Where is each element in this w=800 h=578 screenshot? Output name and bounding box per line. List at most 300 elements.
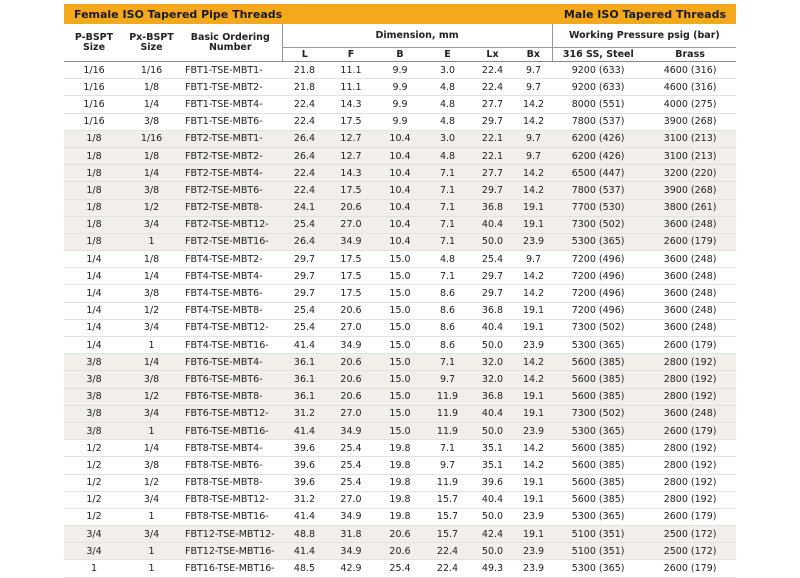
cell-pressure-brass: 2600 (179) [644,233,736,250]
cell-pxbspt: 1/2 [124,388,179,405]
table-row [64,233,736,250]
cell-ordering-number: FBT4-TSE-MBT6- [179,285,282,302]
cell-dim-F: 27.0 [327,319,375,336]
cell-dim-E: 8.6 [425,285,470,302]
cell-pressure-ss: 5100 (351) [552,526,644,543]
cell-pressure-ss: 7300 (502) [552,319,644,336]
cell-dim-Lx: 42.4 [470,526,515,543]
table-row [64,491,736,508]
cell-dim-L: 31.2 [282,405,327,422]
table-body [64,62,736,578]
cell-dim-F: 20.6 [327,388,375,405]
cell-dim-E: 4.8 [425,79,470,96]
cell-dim-F: 27.0 [327,216,375,233]
cell-dim-F: 17.5 [327,268,375,285]
cell-pxbspt: 1 [124,543,179,560]
cell-dim-Bx: 9.7 [515,130,552,147]
cell-dim-E: 4.8 [425,251,470,268]
cell-dim-F: 12.7 [327,147,375,164]
dimensions-table [64,24,736,578]
cell-dim-Bx: 9.7 [515,62,552,79]
cell-pxbspt: 1 [124,508,179,525]
cell-ordering-number: FBT2-TSE-MBT12- [179,216,282,233]
cell-dim-Bx: 23.9 [515,508,552,525]
cell-pbspt: 1/16 [64,113,124,130]
cell-pressure-ss: 5600 (385) [552,457,644,474]
cell-pbspt: 1/4 [64,268,124,285]
cell-ordering-number: FBT1-TSE-MBT1- [179,62,282,79]
col-brass-header: Brass [644,48,736,62]
cell-dim-F: 25.4 [327,457,375,474]
cell-dim-F: 17.5 [327,113,375,130]
table-row [64,199,736,216]
cell-dim-Lx: 50.0 [470,543,515,560]
cell-dim-Lx: 22.4 [470,79,515,96]
cell-dim-Bx: 23.9 [515,422,552,439]
working-pressure-header: Working Pressure psig (bar) [552,24,736,48]
cell-dim-B: 19.8 [375,474,425,491]
cell-dim-L: 41.4 [282,543,327,560]
cell-dim-F: 20.6 [327,371,375,388]
cell-ordering-number: FBT6-TSE-MBT4- [179,354,282,371]
cell-pressure-ss: 5300 (365) [552,422,644,439]
cell-pressure-ss: 5600 (385) [552,491,644,508]
cell-dim-Bx: 19.1 [515,405,552,422]
cell-pbspt: 1/16 [64,62,124,79]
cell-pxbspt: 1/4 [124,268,179,285]
cell-dim-L: 21.8 [282,79,327,96]
cell-dim-Bx: 14.2 [515,354,552,371]
cell-pressure-ss: 7200 (496) [552,268,644,285]
cell-dim-Bx: 9.7 [515,147,552,164]
cell-pbspt: 1/16 [64,96,124,113]
cell-dim-F: 20.6 [327,199,375,216]
cell-dim-Bx: 23.9 [515,543,552,560]
col-E-header: E [425,48,470,62]
cell-dim-Bx: 23.9 [515,233,552,250]
cell-pxbspt: 1/4 [124,354,179,371]
cell-dim-E: 7.1 [425,182,470,199]
cell-ordering-number: FBT4-TSE-MBT4- [179,268,282,285]
cell-pressure-brass: 2800 (192) [644,440,736,457]
cell-pressure-ss: 9200 (633) [552,62,644,79]
cell-dim-Bx: 19.1 [515,474,552,491]
cell-pressure-brass: 3100 (213) [644,147,736,164]
cell-pxbspt: 1/8 [124,79,179,96]
cell-pressure-brass: 4600 (316) [644,62,736,79]
cell-dim-L: 25.4 [282,302,327,319]
cell-dim-L: 26.4 [282,233,327,250]
cell-dim-Bx: 14.2 [515,182,552,199]
cell-dim-B: 10.4 [375,233,425,250]
cell-dim-Bx: 23.9 [515,337,552,354]
cell-dim-B: 15.0 [375,285,425,302]
cell-dim-Lx: 35.1 [470,440,515,457]
cell-pressure-ss: 9200 (633) [552,79,644,96]
cell-pressure-ss: 8000 (551) [552,96,644,113]
col-Lx-header: Lx [470,48,515,62]
cell-ordering-number: FBT1-TSE-MBT6- [179,113,282,130]
cell-dim-F: 31.8 [327,526,375,543]
cell-pxbspt: 1 [124,233,179,250]
cell-dim-B: 15.0 [375,251,425,268]
cell-pxbspt: 3/4 [124,491,179,508]
cell-pressure-brass: 4000 (275) [644,96,736,113]
cell-pxbspt: 3/8 [124,113,179,130]
cell-dim-L: 39.6 [282,440,327,457]
table-row [64,302,736,319]
cell-pxbspt: 1 [124,337,179,354]
cell-dim-E: 15.7 [425,508,470,525]
table-row [64,354,736,371]
table-row [64,457,736,474]
cell-dim-E: 15.7 [425,491,470,508]
cell-pbspt: 1 [64,560,124,577]
cell-pbspt: 1/8 [64,199,124,216]
cell-ordering-number: FBT12-TSE-MBT16- [179,543,282,560]
cell-ordering-number: FBT1-TSE-MBT4- [179,96,282,113]
cell-dim-B: 10.4 [375,182,425,199]
male-threads-title: Male ISO Tapered Threads [563,7,726,21]
cell-pressure-ss: 6200 (426) [552,130,644,147]
cell-pressure-brass: 3900 (268) [644,182,736,199]
cell-dim-E: 11.9 [425,422,470,439]
cell-dim-F: 14.3 [327,96,375,113]
cell-dim-E: 3.0 [425,130,470,147]
table-row [64,285,736,302]
cell-dim-Lx: 36.8 [470,302,515,319]
cell-dim-Bx: 19.1 [515,319,552,336]
cell-dim-B: 15.0 [375,302,425,319]
cell-dim-E: 22.4 [425,543,470,560]
cell-ordering-number: FBT2-TSE-MBT1- [179,130,282,147]
cell-dim-B: 9.9 [375,62,425,79]
table-row [64,268,736,285]
cell-dim-F: 27.0 [327,491,375,508]
table-row [64,251,736,268]
table-row [64,508,736,525]
cell-pressure-brass: 3200 (220) [644,165,736,182]
cell-ordering-number: FBT8-TSE-MBT12- [179,491,282,508]
col-L-header: L [282,48,327,62]
cell-dim-B: 15.0 [375,337,425,354]
cell-ordering-number: FBT8-TSE-MBT16- [179,508,282,525]
table-row [64,560,736,577]
cell-dim-Lx: 32.0 [470,354,515,371]
cell-pxbspt: 3/4 [124,216,179,233]
cell-dim-Lx: 36.8 [470,199,515,216]
cell-dim-L: 39.6 [282,474,327,491]
cell-pressure-ss: 7800 (537) [552,113,644,130]
cell-pressure-ss: 5600 (385) [552,474,644,491]
cell-dim-E: 7.1 [425,216,470,233]
cell-pressure-brass: 2800 (192) [644,371,736,388]
cell-pxbspt: 3/8 [124,285,179,302]
cell-pbspt: 3/4 [64,543,124,560]
cell-pbspt: 1/4 [64,319,124,336]
cell-pressure-brass: 4600 (316) [644,79,736,96]
cell-ordering-number: FBT2-TSE-MBT16- [179,233,282,250]
cell-dim-Lx: 32.0 [470,371,515,388]
cell-dim-B: 15.0 [375,405,425,422]
ordering-header: Basic Ordering Number [179,24,282,62]
cell-dim-E: 7.1 [425,199,470,216]
cell-dim-F: 11.1 [327,62,375,79]
cell-dim-Bx: 14.2 [515,457,552,474]
cell-dim-Bx: 14.2 [515,440,552,457]
cell-dim-F: 17.5 [327,285,375,302]
cell-pressure-ss: 7300 (502) [552,216,644,233]
cell-dim-B: 19.8 [375,508,425,525]
cell-dim-L: 26.4 [282,130,327,147]
cell-dim-F: 27.0 [327,405,375,422]
cell-dim-E: 4.8 [425,96,470,113]
cell-pressure-brass: 2600 (179) [644,422,736,439]
cell-dim-L: 36.1 [282,354,327,371]
cell-dim-Bx: 23.9 [515,560,552,577]
cell-pbspt: 1/8 [64,165,124,182]
cell-ordering-number: FBT2-TSE-MBT8- [179,199,282,216]
cell-dim-Lx: 27.7 [470,165,515,182]
table-row [64,440,736,457]
cell-pressure-brass: 3600 (248) [644,268,736,285]
col-Bx-header: Bx [515,48,552,62]
cell-ordering-number: FBT4-TSE-MBT2- [179,251,282,268]
cell-pbspt: 1/2 [64,440,124,457]
cell-dim-B: 9.9 [375,79,425,96]
cell-dim-L: 29.7 [282,285,327,302]
cell-dim-E: 4.8 [425,113,470,130]
cell-dim-L: 24.1 [282,199,327,216]
cell-dim-Bx: 19.1 [515,526,552,543]
cell-pressure-ss: 5600 (385) [552,440,644,457]
cell-dim-B: 20.6 [375,526,425,543]
table-row [64,388,736,405]
cell-dim-B: 19.8 [375,440,425,457]
cell-dim-F: 11.1 [327,79,375,96]
table-row [64,165,736,182]
cell-pressure-brass: 2800 (192) [644,388,736,405]
cell-pxbspt: 1/4 [124,165,179,182]
cell-dim-L: 26.4 [282,147,327,164]
cell-dim-Bx: 14.2 [515,268,552,285]
cell-ordering-number: FBT2-TSE-MBT6- [179,182,282,199]
cell-dim-B: 15.0 [375,371,425,388]
cell-dim-Lx: 50.0 [470,508,515,525]
cell-dim-Bx: 9.7 [515,79,552,96]
cell-dim-E: 9.7 [425,457,470,474]
cell-pxbspt: 1/16 [124,130,179,147]
cell-dim-Bx: 14.2 [515,285,552,302]
cell-dim-F: 25.4 [327,440,375,457]
cell-ordering-number: FBT6-TSE-MBT8- [179,388,282,405]
cell-dim-Lx: 39.6 [470,474,515,491]
cell-pbspt: 3/8 [64,405,124,422]
cell-pressure-brass: 3600 (248) [644,319,736,336]
cell-ordering-number: FBT4-TSE-MBT16- [179,337,282,354]
cell-dim-F: 34.9 [327,543,375,560]
pxbspt-header: Px-BSPT Size [124,24,179,62]
cell-dim-L: 36.1 [282,371,327,388]
cell-dim-F: 25.4 [327,474,375,491]
dimension-header: Dimension, mm [282,24,552,48]
table-row [64,474,736,491]
cell-dim-B: 9.9 [375,96,425,113]
cell-pressure-brass: 3600 (248) [644,285,736,302]
cell-pxbspt: 3/8 [124,371,179,388]
cell-dim-Lx: 29.7 [470,268,515,285]
cell-dim-Bx: 14.2 [515,113,552,130]
cell-dim-Lx: 50.0 [470,233,515,250]
cell-dim-B: 9.9 [375,113,425,130]
cell-dim-L: 41.4 [282,422,327,439]
cell-dim-Lx: 40.4 [470,216,515,233]
cell-ordering-number: FBT6-TSE-MBT16- [179,422,282,439]
cell-pxbspt: 1 [124,422,179,439]
cell-dim-Lx: 22.1 [470,130,515,147]
cell-dim-Lx: 40.4 [470,319,515,336]
cell-pxbspt: 1/2 [124,302,179,319]
cell-pbspt: 1/2 [64,474,124,491]
cell-pbspt: 3/8 [64,354,124,371]
table-row [64,543,736,560]
cell-dim-L: 25.4 [282,319,327,336]
cell-pressure-brass: 3600 (248) [644,405,736,422]
cell-dim-L: 48.8 [282,526,327,543]
cell-dim-L: 22.4 [282,182,327,199]
cell-dim-E: 7.1 [425,440,470,457]
table-row [64,405,736,422]
cell-dim-L: 22.4 [282,113,327,130]
cell-dim-L: 29.7 [282,251,327,268]
cell-pressure-brass: 2800 (192) [644,457,736,474]
cell-dim-L: 29.7 [282,268,327,285]
cell-pbspt: 3/8 [64,388,124,405]
cell-dim-B: 10.4 [375,165,425,182]
cell-dim-Lx: 22.4 [470,62,515,79]
cell-pressure-ss: 7300 (502) [552,405,644,422]
cell-dim-B: 19.8 [375,457,425,474]
cell-ordering-number: FBT8-TSE-MBT8- [179,474,282,491]
cell-dim-L: 25.4 [282,216,327,233]
col-ss-header: 316 SS, Steel [552,48,644,62]
cell-dim-E: 8.6 [425,319,470,336]
cell-dim-Lx: 35.1 [470,457,515,474]
cell-ordering-number: FBT2-TSE-MBT2- [179,147,282,164]
cell-dim-F: 17.5 [327,251,375,268]
cell-dim-B: 15.0 [375,354,425,371]
cell-dim-L: 22.4 [282,165,327,182]
table-row [64,147,736,164]
cell-ordering-number: FBT4-TSE-MBT8- [179,302,282,319]
col-F-header: F [327,48,375,62]
cell-pressure-brass: 2600 (179) [644,560,736,577]
cell-dim-L: 21.8 [282,62,327,79]
cell-dim-E: 11.9 [425,474,470,491]
cell-pressure-ss: 7200 (496) [552,251,644,268]
cell-pbspt: 1/8 [64,233,124,250]
cell-dim-E: 11.9 [425,405,470,422]
cell-pbspt: 3/8 [64,371,124,388]
cell-pressure-ss: 5300 (365) [552,337,644,354]
cell-pxbspt: 1/4 [124,440,179,457]
cell-dim-F: 17.5 [327,182,375,199]
cell-dim-L: 41.4 [282,508,327,525]
cell-dim-Lx: 36.8 [470,388,515,405]
cell-dim-Bx: 14.2 [515,165,552,182]
cell-dim-Lx: 29.7 [470,285,515,302]
col-B-header: B [375,48,425,62]
cell-dim-B: 15.0 [375,319,425,336]
cell-dim-Lx: 29.7 [470,182,515,199]
cell-dim-F: 14.3 [327,165,375,182]
cell-pressure-ss: 7200 (496) [552,285,644,302]
cell-dim-Lx: 29.7 [470,113,515,130]
cell-dim-F: 12.7 [327,130,375,147]
cell-pxbspt: 1/4 [124,96,179,113]
cell-pressure-brass: 2500 (172) [644,526,736,543]
cell-pbspt: 1/8 [64,216,124,233]
cell-dim-E: 8.6 [425,302,470,319]
cell-dim-Lx: 40.4 [470,491,515,508]
cell-dim-Bx: 19.1 [515,199,552,216]
cell-dim-B: 15.0 [375,268,425,285]
cell-pressure-ss: 7800 (537) [552,182,644,199]
cell-dim-F: 34.9 [327,422,375,439]
cell-dim-B: 10.4 [375,130,425,147]
table-row [64,422,736,439]
cell-pbspt: 1/4 [64,285,124,302]
cell-dim-Bx: 19.1 [515,491,552,508]
cell-dim-B: 19.8 [375,491,425,508]
cell-dim-Bx: 19.1 [515,302,552,319]
cell-dim-E: 7.1 [425,165,470,182]
cell-pxbspt: 3/4 [124,319,179,336]
cell-ordering-number: FBT8-TSE-MBT4- [179,440,282,457]
cell-pxbspt: 3/4 [124,405,179,422]
cell-pressure-brass: 3800 (261) [644,199,736,216]
cell-pbspt: 1/2 [64,508,124,525]
table-row [64,62,736,79]
table-row [64,113,736,130]
cell-dim-E: 4.8 [425,147,470,164]
thread-table-container [64,4,736,578]
cell-dim-E: 22.4 [425,560,470,577]
cell-pxbspt: 3/8 [124,182,179,199]
cell-pxbspt: 3/4 [124,526,179,543]
cell-pbspt: 1/2 [64,491,124,508]
cell-pressure-brass: 3900 (268) [644,113,736,130]
cell-pbspt: 1/2 [64,457,124,474]
cell-pressure-brass: 2600 (179) [644,337,736,354]
cell-ordering-number: FBT6-TSE-MBT12- [179,405,282,422]
cell-ordering-number: FBT1-TSE-MBT2- [179,79,282,96]
table-row [64,216,736,233]
cell-pressure-brass: 2800 (192) [644,491,736,508]
cell-dim-B: 10.4 [375,199,425,216]
cell-pressure-brass: 2800 (192) [644,474,736,491]
cell-dim-E: 7.1 [425,233,470,250]
cell-dim-B: 15.0 [375,388,425,405]
cell-dim-Lx: 40.4 [470,405,515,422]
cell-dim-E: 11.9 [425,388,470,405]
cell-ordering-number: FBT16-TSE-MBT16- [179,560,282,577]
cell-dim-E: 15.7 [425,526,470,543]
cell-pbspt: 1/16 [64,79,124,96]
cell-dim-B: 20.6 [375,543,425,560]
table-row [64,79,736,96]
cell-pressure-brass: 2500 (172) [644,543,736,560]
